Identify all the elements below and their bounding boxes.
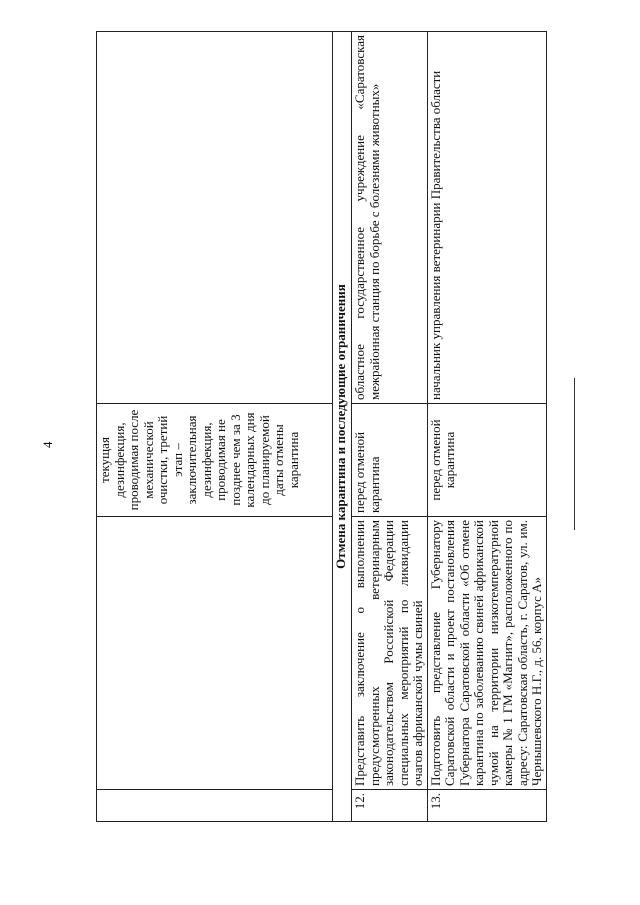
table-cell-period: текущая дезинфекция, проводимая после механической очистки, третий этап – заключительная дезинфекция, проводимая не позднее чем за 3 календарных дня до планируемой даты отмены карантина	[97, 404, 333, 517]
row-number: 12.	[352, 790, 428, 822]
row-responsible: начальник управления ветеринарии Правительства области	[427, 32, 546, 404]
table-row	[352, 32, 428, 822]
rotated-document-sheet	[96, 35, 544, 822]
section-title: Отмена карантина и последующие ограничения	[333, 32, 352, 822]
row-responsible: областное государственное учреждение «Саратовская межрайонная станция по борьбе с болезнями животных»	[352, 32, 428, 404]
table-row	[97, 32, 333, 822]
measures-table	[96, 31, 547, 822]
row-action: Представить заключение о выполнении предусмотренных ветеринарным законодательством Российской Федерации специальных мероприятий по ликвидации очагов африканской чумы свиней	[352, 517, 428, 790]
table-cell-num	[97, 790, 333, 822]
table-cell-action	[97, 517, 333, 790]
row-action: Подготовить представление Губернатору Саратовской области и проект постановления Губернатора Саратовской области «Об отмене карантина по заболеванию свиней африканской чумой на территории низкотемпературной камеры № 1 ГМ «Магнит», расположенного по адресу: Саратовская область, г. Саратов, ул. им. Чернышевского Н.Г., д. 56, корпус А»	[427, 517, 546, 790]
page-number: 4	[40, 441, 55, 448]
separator-line	[574, 378, 575, 530]
row-period: перед отменой карантина	[427, 404, 546, 517]
row-period: перед отменой карантина	[352, 404, 428, 517]
table-cell-responsible	[97, 32, 333, 404]
table-row	[427, 32, 546, 822]
section-header-row	[333, 32, 352, 822]
row-number: 13.	[427, 790, 546, 822]
